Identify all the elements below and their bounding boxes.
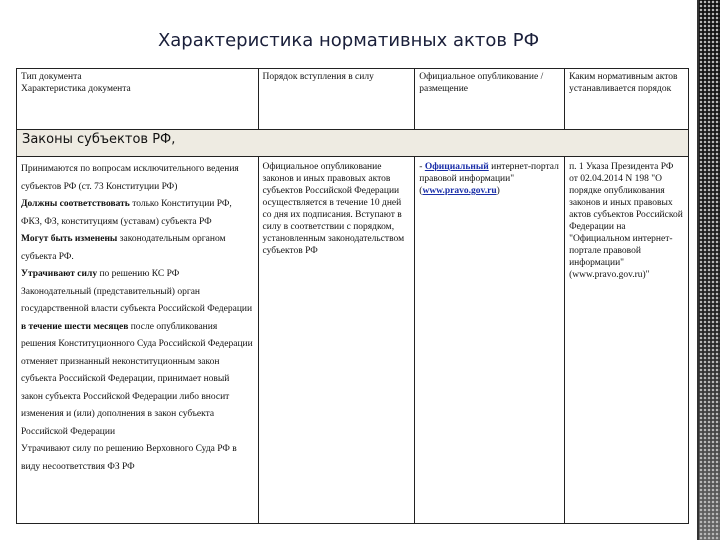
decorative-border bbox=[697, 0, 720, 540]
section-row bbox=[17, 130, 689, 157]
dash: - bbox=[419, 162, 425, 172]
header-characteristic-label: Характеристика документа bbox=[21, 84, 131, 94]
acts-table bbox=[16, 68, 689, 524]
characteristic-paragraph bbox=[21, 161, 254, 196]
header-type bbox=[17, 69, 259, 130]
publication-cell bbox=[415, 157, 565, 524]
paragraph-text: законодательным органом субъекта РФ. bbox=[21, 234, 226, 262]
paragraph-text: по решению КС РФ bbox=[97, 269, 180, 279]
paren: ) bbox=[496, 186, 500, 196]
emphasis: Могут быть изменены bbox=[21, 234, 118, 244]
header-type-label: Тип документа bbox=[21, 72, 82, 82]
emphasis: Должны соответствовать bbox=[21, 199, 130, 209]
characteristic-cell bbox=[17, 157, 259, 524]
section-title: Законы субъектов РФ, bbox=[17, 130, 689, 157]
header-regulating-act: Каким нормативным актов устанавливается порядок bbox=[565, 69, 689, 130]
official-portal-link[interactable]: Официальный bbox=[424, 162, 489, 172]
characteristic-text bbox=[21, 161, 254, 476]
paragraph-text: только Конституции РФ, ФКЗ, ФЗ, конституциям (уставам) субъекта РФ bbox=[21, 199, 232, 227]
paragraph-text: Законодательный (представительный) орган государственной власти субъекта Российской Федерации bbox=[21, 286, 253, 314]
characteristic-paragraph bbox=[21, 322, 253, 437]
entry-into-force-cell: Официальное опубликование законов и иных правовых актов субъектов Российской Федерации осуществляется в течение 10 дней со дня их подписания. Вступают в силу в соответствии с порядком, установленным законодательством субъектов РФ bbox=[258, 157, 415, 524]
portal-text: интернет-портал правовой информации" ( bbox=[419, 162, 559, 196]
characteristic-paragraph bbox=[21, 231, 254, 266]
header-row bbox=[17, 69, 689, 130]
header-entry-into-force: Порядок вступления в силу bbox=[258, 69, 415, 130]
emphasis: Утрачивают силу bbox=[21, 269, 98, 279]
paragraph-text: Утрачивают силу по решению Верховного Суда РФ в виду несоответствия ФЗ РФ bbox=[21, 444, 237, 472]
characteristic-paragraph bbox=[21, 266, 254, 284]
header-publication: Официальное опубликование / размещение bbox=[415, 69, 565, 130]
characteristic-paragraph bbox=[21, 196, 254, 231]
characteristic-paragraph bbox=[21, 287, 252, 315]
slide-title: Характеристика нормативных актов РФ bbox=[157, 30, 540, 51]
paragraph-text: Принимаются по вопросам исключительного ведения субъектов РФ (ст. 73 Конституции РФ) bbox=[21, 164, 239, 192]
emphasis: в течение шести месяцев bbox=[21, 321, 129, 332]
characteristic-paragraph bbox=[21, 441, 254, 476]
table-row bbox=[17, 157, 689, 524]
pravo-gov-link[interactable]: www.pravo.gov.ru bbox=[422, 186, 497, 196]
paragraph-text: после опубликования решения Конституционного Суда Российской Федерации отменяет признанный неконституционным закон субъекта Российской Федерации, принимает новый закон субъекта Российской Федерации либо вносит изменения и (или) дополнения в закон субъекта Российской Федерации bbox=[21, 321, 253, 437]
regulating-act-cell: п. 1 Указа Президента РФ от 02.04.2014 N 198 "О порядке опубликования законов и иных правовых актов субъектов Российской Федерации на "Официальном интернет-портале правовой информации" (www.pravo.gov.ru)" bbox=[565, 157, 689, 524]
